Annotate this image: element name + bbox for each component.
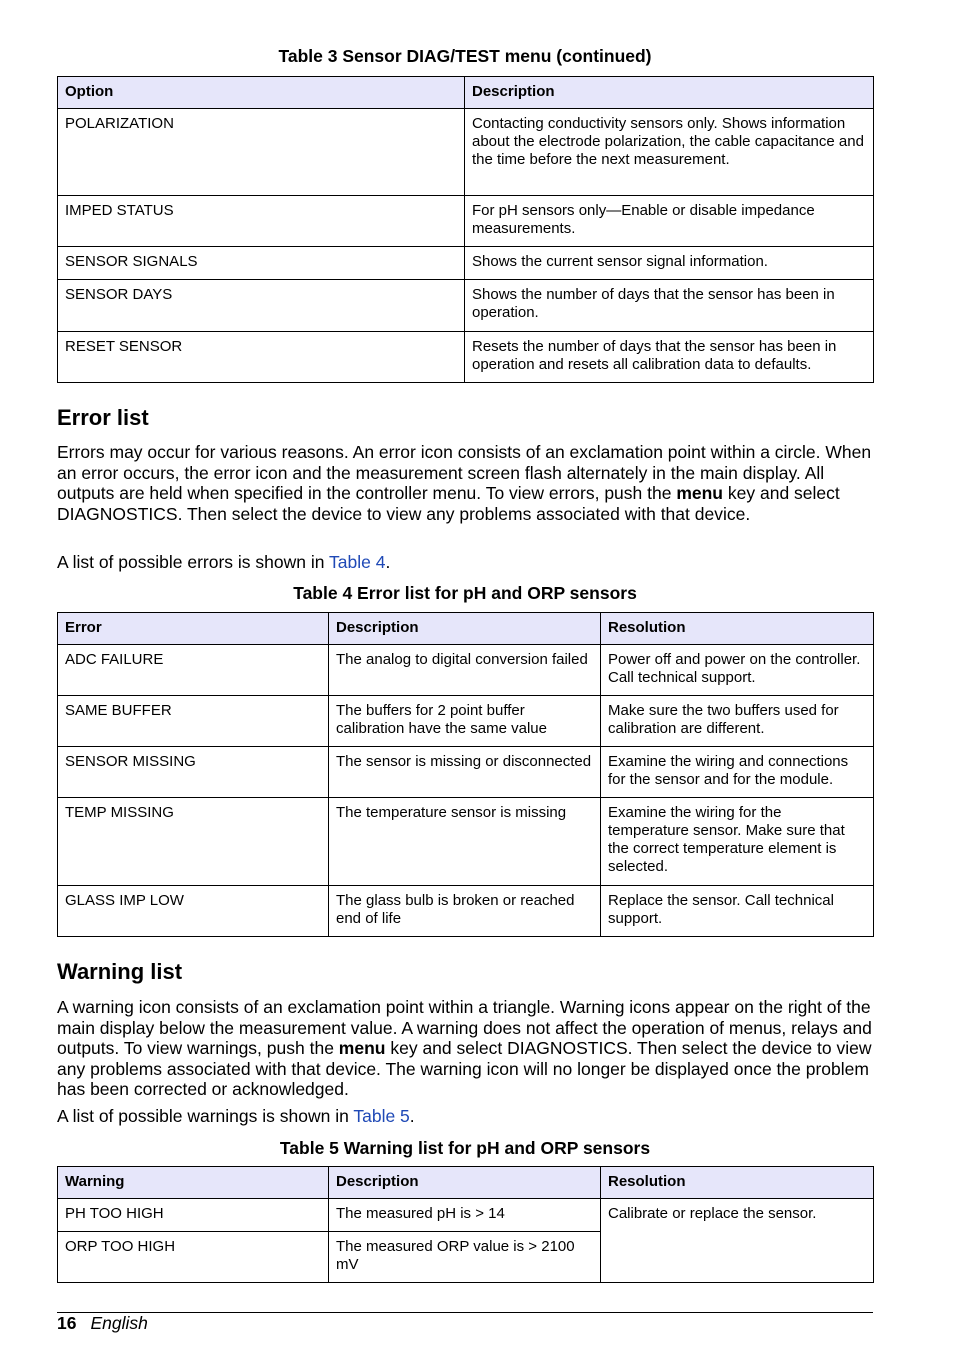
table4 bbox=[57, 612, 874, 937]
menu-key-label: menu bbox=[338, 1038, 386, 1058]
column-header: Description bbox=[329, 1167, 601, 1199]
table-cell: For pH sensors only—Enable or disable impedance measurements. bbox=[465, 196, 874, 247]
table-cell: The measured ORP value is > 2100 mV bbox=[329, 1232, 601, 1283]
table3 bbox=[57, 76, 874, 383]
table5-link[interactable]: Table 5 bbox=[353, 1106, 410, 1126]
table3-caption: Table 3 Sensor DIAG/TEST menu (continued) bbox=[278, 46, 652, 66]
table-row bbox=[58, 747, 874, 798]
table-cell: ADC FAILURE bbox=[58, 645, 329, 696]
table-cell: The buffers for 2 point buffer calibration have the same value bbox=[329, 696, 601, 747]
menu-key-label: menu bbox=[676, 483, 724, 503]
table-cell: Contacting conductivity sensors only. Shows information about the electrode polarization, the cable capacitance and the time before the next measurement. bbox=[465, 109, 874, 196]
column-header: Resolution bbox=[601, 613, 874, 645]
table-cell: SENSOR MISSING bbox=[58, 747, 329, 798]
footer-language: English bbox=[90, 1313, 148, 1333]
table-cell: SAME BUFFER bbox=[58, 696, 329, 747]
table-header-row bbox=[58, 1167, 874, 1199]
table-cell: Power off and power on the controller. Call technical support. bbox=[601, 645, 874, 696]
table-cell: Calibrate or replace the sensor. bbox=[601, 1199, 874, 1283]
page-footer bbox=[57, 1312, 873, 1333]
table-cell: GLASS IMP LOW bbox=[58, 886, 329, 937]
table-cell: PH TOO HIGH bbox=[58, 1199, 329, 1232]
table-row bbox=[58, 696, 874, 747]
error-list-heading: Error list bbox=[57, 405, 149, 430]
column-header: Error bbox=[58, 613, 329, 645]
table-row bbox=[58, 645, 874, 696]
table-row bbox=[58, 196, 874, 247]
column-header: Resolution bbox=[601, 1167, 874, 1199]
error-list-paragraph: Errors may occur for various reasons. An error icon consists of an exclamation point within a circle. When an error occurs, the error icon and the measurement screen flash alternately in the main display. All outputs are held when specified in the controller menu. To view errors, push the menu key and select DIAGNOSTICS. Then select the device to view any problems associated with that device. bbox=[57, 442, 872, 524]
table-cell: The measured pH is > 14 bbox=[329, 1199, 601, 1232]
table-cell: Shows the number of days that the sensor has been in operation. bbox=[465, 280, 874, 332]
table-cell: The analog to digital conversion failed bbox=[329, 645, 601, 696]
table-cell: The temperature sensor is missing bbox=[329, 798, 601, 886]
table-header-row bbox=[58, 613, 874, 645]
table-cell: RESET SENSOR bbox=[58, 332, 465, 383]
table5-caption: Table 5 Warning list for pH and ORP sensors bbox=[279, 1138, 651, 1158]
warning-list-heading: Warning list bbox=[57, 959, 183, 984]
table-cell: The glass bulb is broken or reached end of life bbox=[329, 886, 601, 937]
page-number: 16 bbox=[57, 1313, 77, 1333]
table-row bbox=[58, 1199, 874, 1232]
table-cell: ORP TOO HIGH bbox=[58, 1232, 329, 1283]
column-header: Description bbox=[329, 613, 601, 645]
table-cell: Shows the current sensor signal information. bbox=[465, 247, 874, 280]
table-cell: Examine the wiring for the temperature sensor. Make sure that the correct temperature element is selected. bbox=[601, 798, 874, 886]
table-row bbox=[58, 798, 874, 886]
table-cell: SENSOR DAYS bbox=[58, 280, 465, 332]
column-header: Description bbox=[465, 77, 874, 109]
table-row bbox=[58, 109, 874, 196]
table-cell: IMPED STATUS bbox=[58, 196, 465, 247]
table-cell: SENSOR SIGNALS bbox=[58, 247, 465, 280]
table5 bbox=[57, 1166, 874, 1283]
table4-caption: Table 4 Error list for pH and ORP sensors bbox=[293, 583, 637, 603]
table-row bbox=[58, 280, 874, 332]
table-cell: Resets the number of days that the sensor has been in operation and resets all calibration data to defaults. bbox=[465, 332, 874, 383]
error-list-reference: A list of possible errors is shown in Table 4. bbox=[57, 552, 391, 572]
table-row bbox=[58, 247, 874, 280]
table-cell: Examine the wiring and connections for the sensor and for the module. bbox=[601, 747, 874, 798]
table-cell: The sensor is missing or disconnected bbox=[329, 747, 601, 798]
table-header-row bbox=[58, 77, 874, 109]
table-cell: POLARIZATION bbox=[58, 109, 465, 196]
table-cell: Make sure the two buffers used for calibration are different. bbox=[601, 696, 874, 747]
table4-link[interactable]: Table 4 bbox=[329, 552, 386, 572]
table-row bbox=[58, 332, 874, 383]
table-row bbox=[58, 886, 874, 937]
warning-list-paragraph: A warning icon consists of an exclamation point within a triangle. Warning icons appear on the right of the main display below the measurement value. A warning does not affect the operation of menus, relays and outputs. To view warnings, push the menu key and select DIAGNOSTICS. Then select the device to view any problems associated with that device. The warning icon will no longer be displayed once the problem has been corrected or acknowledged. bbox=[57, 997, 872, 1099]
table-cell: TEMP MISSING bbox=[58, 798, 329, 886]
warning-list-reference: A list of possible warnings is shown in Table 5. bbox=[57, 1106, 415, 1126]
column-header: Warning bbox=[58, 1167, 329, 1199]
table-cell: Replace the sensor. Call technical support. bbox=[601, 886, 874, 937]
column-header: Option bbox=[58, 77, 465, 109]
